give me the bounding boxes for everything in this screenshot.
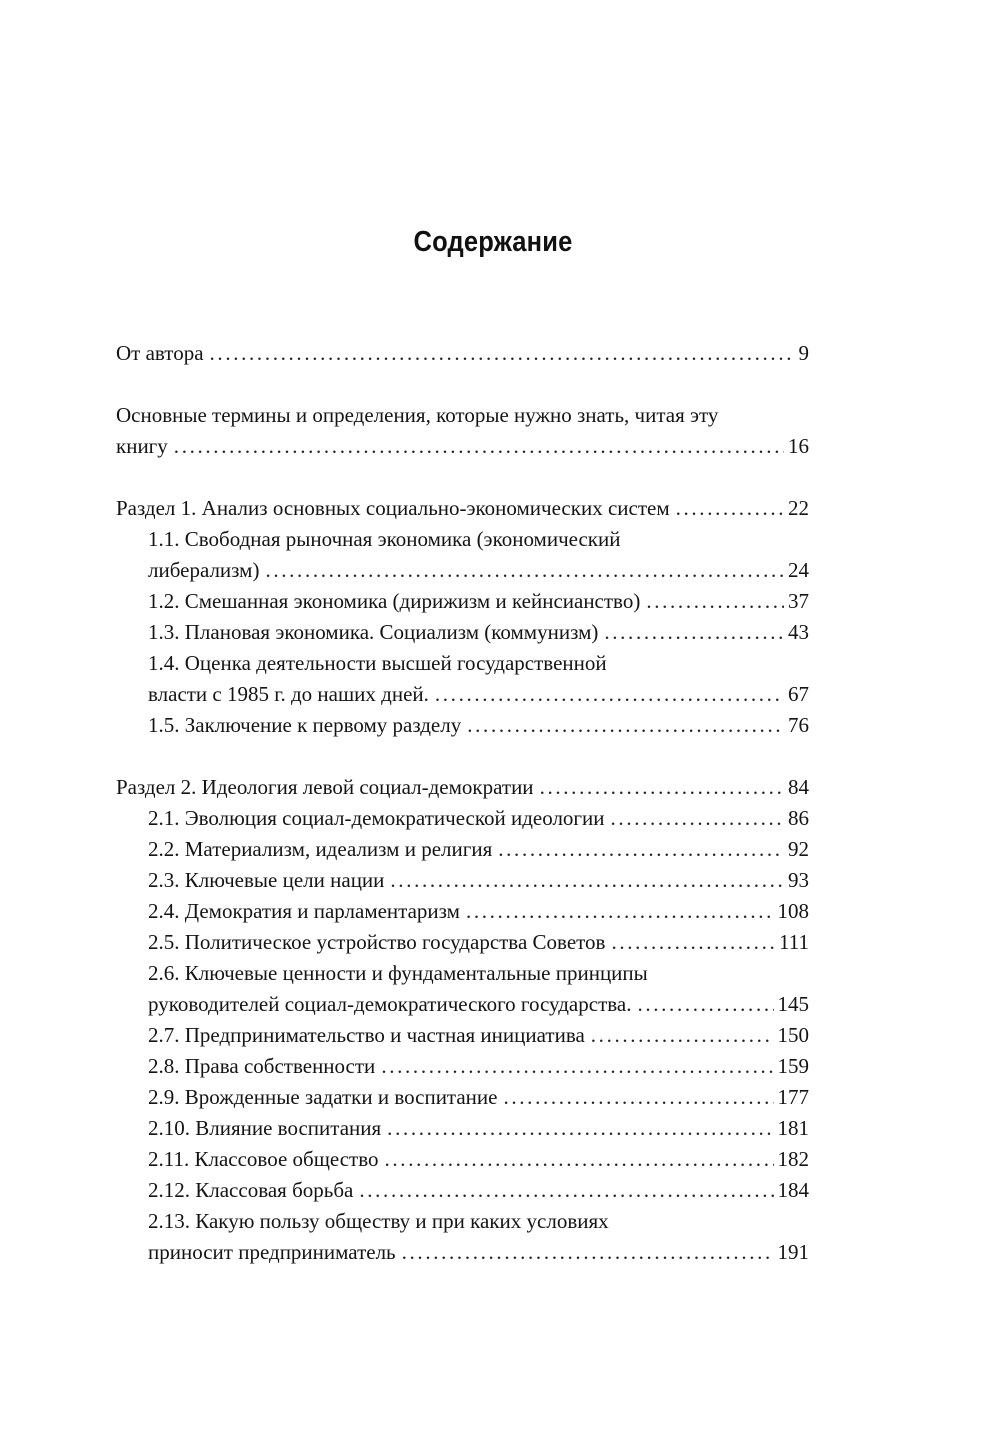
toc-page-number: 76 [788,713,809,737]
toc-line [148,1144,809,1175]
toc-entry-1-4[interactable] [116,648,809,710]
dot-leader [591,1020,774,1051]
toc-page-number: 150 [777,1023,809,1047]
toc-entry-title-line2: книгу [116,434,168,458]
toc-entry-title: 2.11. Классовое общество [148,1147,379,1171]
dot-leader [359,1175,773,1206]
toc-entry-title-line2: руководителей социал-демократического государства. [148,992,632,1016]
dot-leader [467,710,784,741]
toc-entry-title: 2.12. Классовая борьба [148,1178,354,1202]
toc-page-number: 93 [788,868,809,892]
toc-entry-title-line1: 1.1. Свободная рыночная экономика (экономический [148,527,621,551]
dot-leader [646,586,784,617]
dot-leader [402,1237,774,1268]
toc-entry-2-2[interactable] [116,834,809,865]
toc-line [148,803,809,834]
toc-entry-title-line1: 2.6. Ключевые ценности и фундаментальные принципы [148,961,648,985]
toc-line [148,989,809,1020]
toc-group-terms [116,400,809,462]
toc-line [148,1020,809,1051]
toc-page-number: 145 [777,992,809,1016]
toc-line [148,1051,809,1082]
toc-page-number: 177 [777,1085,809,1109]
toc-entry-2-8[interactable] [116,1051,809,1082]
toc-page-number: 184 [777,1178,809,1202]
toc-entry-title-line1: Основные термины и определения, которые нужно знать, читая эту [116,403,719,427]
toc-entry-2-10[interactable] [116,1113,809,1144]
toc-page-number: 191 [777,1240,809,1264]
toc-page-number: 108 [777,899,809,923]
toc-page-number: 24 [788,558,809,582]
dot-leader [503,1082,773,1113]
toc-line [148,1113,809,1144]
dot-leader [435,679,784,710]
toc-entry-title: 2.2. Материализм, идеализм и религия [148,837,493,861]
toc-page-number: 159 [777,1054,809,1078]
toc-line [148,617,809,648]
toc-entry-2-5[interactable] [116,927,809,958]
toc-entry-1-5[interactable] [116,710,809,741]
toc-page-number: 111 [779,930,809,954]
toc-entry-title: 2.10. Влияние воспитания [148,1116,382,1140]
toc-entry-title: 1.3. Плановая экономика. Социализм (коммунизм) [148,620,599,644]
dot-leader [174,431,784,462]
dot-leader [466,896,774,927]
toc-group-section-1 [116,493,809,741]
toc-line [148,555,809,586]
toc-entry-2-3[interactable] [116,865,809,896]
toc-group-section-2 [116,772,809,1268]
toc-line [116,338,809,369]
toc-entry-2-6[interactable] [116,958,809,1020]
toc-line [148,710,809,741]
toc-entry-title-line2: власти с 1985 г. до наших дней. [148,682,429,706]
dot-leader [604,617,784,648]
toc-entry-title: 2.1. Эволюция социал-демократической идеологии [148,806,605,830]
toc-line [148,1082,809,1113]
table-of-contents [116,338,809,1268]
toc-section-title: Раздел 2. Идеология левой социал-демократии [116,775,534,799]
toc-entry-2-11[interactable] [116,1144,809,1175]
toc-entry-preface[interactable] [116,338,809,369]
toc-entry-title: 2.7. Предпринимательство и частная инициатива [148,1023,585,1047]
toc-entry-2-1[interactable] [116,803,809,834]
toc-entry-2-12[interactable] [116,1175,809,1206]
toc-page-number: 16 [788,434,809,458]
toc-entry-title-line2: либерализм) [148,558,260,582]
toc-entry-section-2[interactable] [116,772,809,803]
dot-leader [637,989,773,1020]
toc-page-number: 22 [788,496,809,520]
toc-entry-title-line1: 2.13. Какую пользу обществу и при каких условиях [148,1209,609,1233]
toc-page-number: 84 [788,775,809,799]
toc-entry-title: 1.2. Смешанная экономика (дирижизм и кейнсианство) [148,589,641,613]
toc-line [148,1175,809,1206]
toc-entry-title: 2.9. Врожденные задатки и воспитание [148,1085,498,1109]
toc-line [148,927,809,958]
toc-entry-1-2[interactable] [116,586,809,617]
toc-group-preface [116,338,809,369]
toc-line [148,679,809,710]
toc-page-number: 9 [798,341,809,365]
toc-entry-title-line2: приносит предприниматель [148,1240,396,1264]
toc-page-number: 43 [788,620,809,644]
toc-entry-title-line1: 1.4. Оценка деятельности высшей государственной [148,651,607,675]
dot-leader [540,772,784,803]
toc-entry-2-4[interactable] [116,896,809,927]
toc-entry-title: 2.3. Ключевые цели нации [148,868,385,892]
dot-leader [381,1051,773,1082]
dot-leader [498,834,784,865]
toc-line [116,431,809,462]
dot-leader [611,803,784,834]
dot-leader [385,1144,774,1175]
toc-entry-1-3[interactable] [116,617,809,648]
toc-line [148,834,809,865]
toc-page-number: 181 [777,1116,809,1140]
dot-leader [390,865,784,896]
toc-entry-2-9[interactable] [116,1082,809,1113]
toc-entry-section-1[interactable] [116,493,809,524]
toc-line [148,586,809,617]
toc-entry-title: 2.8. Права собственности [148,1054,376,1078]
dot-leader [265,555,784,586]
toc-entry-title: 1.5. Заключение к первому разделу [148,713,462,737]
toc-entry-terms[interactable] [116,400,809,462]
toc-page-number: 37 [788,589,809,613]
toc-entry-2-7[interactable] [116,1020,809,1051]
toc-entry-title: 2.5. Политическое устройство государства Советов [148,930,606,954]
toc-line [116,772,809,803]
toc-page-number: 86 [788,806,809,830]
dot-leader [387,1113,773,1144]
toc-section-title: Раздел 1. Анализ основных социально-экономических систем [116,496,670,520]
dot-leader [611,927,775,958]
toc-page-number: 92 [788,837,809,861]
toc-entry-1-1[interactable] [116,524,809,586]
toc-line [148,1237,809,1268]
toc-line [148,865,809,896]
toc-entry-title: 2.4. Демократия и парламентаризм [148,899,460,923]
page-title: Содержание [413,226,573,259]
dot-leader [210,338,795,369]
dot-leader [676,493,784,524]
toc-page-number: 67 [788,682,809,706]
toc-page-number: 182 [777,1147,809,1171]
toc-line [116,493,809,524]
toc-entry-title: От автора [116,341,204,365]
toc-entry-2-13[interactable] [116,1206,809,1268]
toc-line [148,896,809,927]
